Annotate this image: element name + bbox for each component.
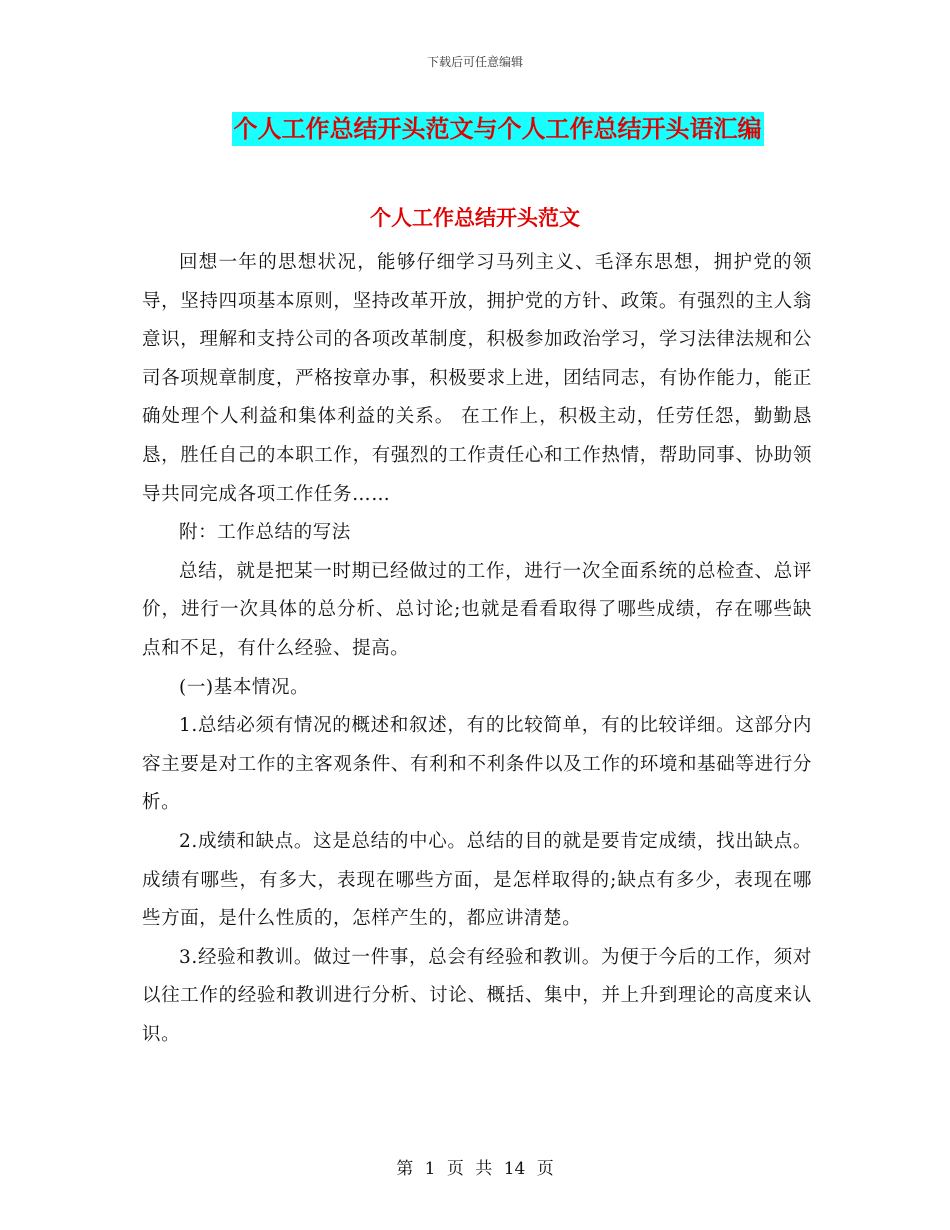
paragraph: 总结，就是把某一时期已经做过的工作，进行一次全面系统的总检查、总评价，进行一次具体的总分析、总讨论;也就是看看取得了哪些成绩，存在哪些缺点和不足，有什么经验、提高。 [142, 560, 812, 659]
section-title: 个人工作总结开头范文 [370, 205, 580, 230]
main-title-wrap [0, 112, 950, 146]
paragraph: 1.总结必须有情况的概述和叙述，有的比较简单，有的比较详细。这部分内容主要是对工作的主客观条件、有利和不利条件以及工作的环境和基础等进行分析。 [142, 715, 812, 814]
paragraph: 附：工作总结的写法 [179, 522, 351, 544]
paragraph: (一)基本情况。 [179, 676, 310, 698]
document-body [142, 244, 812, 1054]
paragraph: 回想一年的思想状况，能够仔细学习马列主义、毛泽东思想，拥护党的领导，坚持四项基本原则，坚持改革开放，拥护党的方针、政策。有强烈的主人翁意识，理解和支持公司的各项改革制度，积极参加政治学习，学习法律法规和公司各项规章制度，严格按章办事，积极要求上进，团结同志，有协作能力，能正确处理个人利益和集体利益的关系。 在工作上，积极主动，任劳任怨，勤勤恳恳，胜任自己的本职工作，有强烈的工作责任心和工作热情，帮助同事、协助领导共同完成各项工作任务…… [142, 252, 812, 505]
page-footer: 第 1 页 共 14 页 [396, 1159, 554, 1179]
header-note: 下载后可任意编辑 [426, 55, 523, 69]
main-title: 个人工作总结开头范文与个人工作总结开头语汇编 [232, 112, 764, 146]
paragraph: 3.经验和教训。做过一件事，总会有经验和教训。为便于今后的工作，须对以往工作的经验和教训进行分析、讨论、概括、集中，并上升到理论的高度来认识。 [142, 946, 812, 1045]
paragraph: 2.成绩和缺点。这是总结的中心。总结的目的就是要肯定成绩，找出缺点。成绩有哪些，有多大，表现在哪些方面，是怎样取得的;缺点有多少，表现在哪些方面，是什么性质的，怎样产生的，都应讲清楚。 [142, 830, 812, 930]
